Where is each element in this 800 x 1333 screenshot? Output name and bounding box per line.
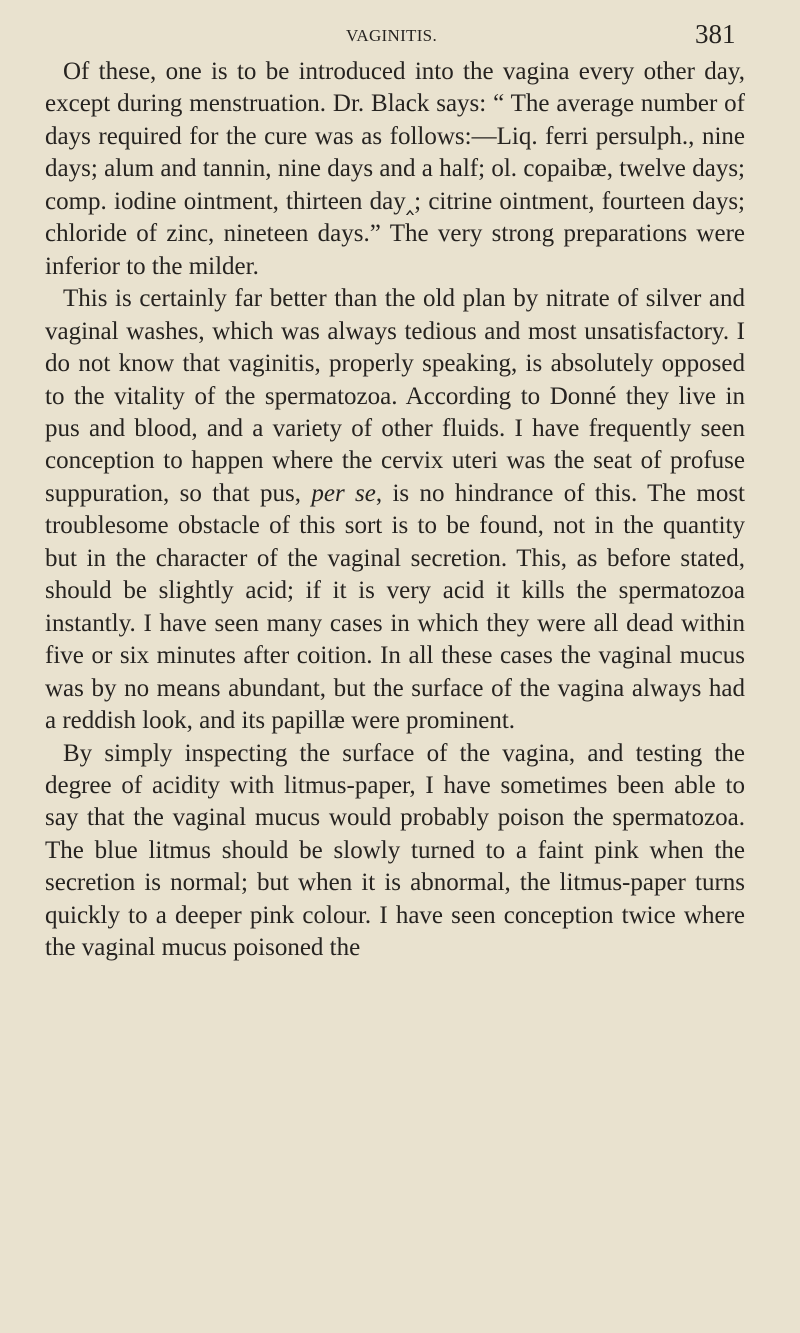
page-number: 381 [695,19,736,49]
italic-phrase: per se [311,479,376,507]
paragraph: Of these, one is to be introduced into the vagina every other day, except during menstruation. Dr. Black says: “ The average number of days required for the cure was as follows:—Liq. ferri persulph., nine days; alum and tannin, nine days and a half; ol. copaibæ, twelve days; comp. iodine ointment, thirteen day‸; citrine ointment, fourteen days; chloride of zinc, nineteen days.” The very strong preparations were inferior to the milder. [45,58,745,280]
body-text [45,56,745,965]
paragraph: By simply inspecting the surface of the vagina, and testing the degree of acidity with litmus-paper, I have sometimes been able to say that the vaginal mucus would probably poison the spermatozoa. The blue litmus should be slowly turned to a faint pink when the secretion is normal; but when it is abnormal, the litmus-paper turns quickly to a deeper pink colour. I have seen conception twice where the vaginal mucus poisoned the [45,739,745,962]
paragraph [45,283,745,737]
page-header [0,10,800,50]
paragraph-text: , is no hindrance of this. The most troublesome obstacle of this sort is to be found, not in the quantity but in the character of the vaginal secretion. This, as before stated, should be slightly acid; if it is very acid it kills the spermatozoa instantly. I have seen many cases in which they were all dead within five or six minutes after coition. In all these cases the vaginal mucus was by no means abundant, but the surface of the vagina always had a reddish look, and its papillæ were prominent. [45,479,745,735]
paragraph-text: This is certainly far better than the old plan by nitrate of silver and vaginal washes, which was always tedious and most unsatisfactory. I do not know that vaginitis, properly speaking, is absolutely opposed to the vitality of the spermatozoa. According to Donné they live in pus and blood, and a variety of other fluids. I have frequently seen conception to happen where the cervix uteri was the seat of profuse suppuration, so that pus, [45,285,745,507]
running-head: VAGINITIS. [346,26,437,45]
